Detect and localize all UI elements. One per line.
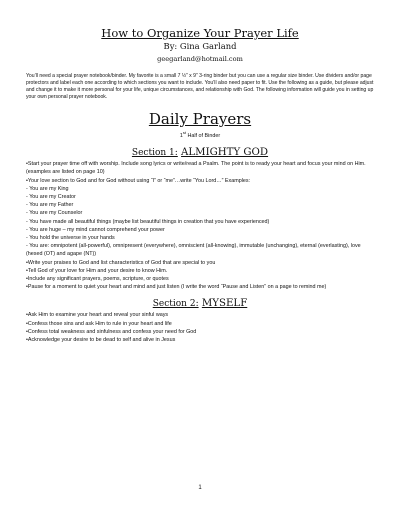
subtitle-text: Half of Binder [187, 133, 221, 140]
list-item: - You are my Creator [26, 193, 76, 200]
page-number: 1 [198, 485, 202, 491]
list-item: •Confess those sins and ask Him to rule in your heart and life [26, 320, 172, 327]
section2-name: MYSELF [201, 298, 248, 310]
list-item: •Your love section to God and for God without using “I” or “me”…write “You Lord…” Examples: [26, 177, 251, 184]
section1-label: Section 1: [131, 148, 178, 159]
list-item: - You are my Counselor [26, 210, 83, 217]
list-item: - You have made all beautiful things (maybe list beautiful things in creation that you have experienced) [26, 218, 270, 225]
list-item: •Tell God of your love for Him and your desire to know Him. [26, 267, 168, 274]
list-item: •Start your prayer time off with worship. Include song lyrics or write/read a Psalm. The point is to ready your heart and focus your mind on Him. (examples are listed on page 10) [26, 161, 366, 176]
list-item: - You hold the universe in your hands [26, 235, 115, 241]
list-item: •Include any significant prayers, poems, scripture, or quotes [26, 276, 169, 283]
section2-heading [26, 297, 374, 311]
section1-name: ALMIGHTY GOD [181, 147, 269, 159]
intro-paragraph: You’ll need a special prayer notebook/binder. My favorite is a small 7 ½” x 9” 3-ring binder but you can use a regular size binder. Use dividers and/or page protectors and label each one according to which sections you want to include. You’ll also need paper to fit. Use the following as a guide, but please adjust and change it to make it more personal for your life, unique circumstances, and relationship with God. The following information will guide you in setting up your own personal prayer notebook. [26, 73, 374, 101]
section1-heading [26, 146, 374, 160]
section2-list [26, 311, 374, 344]
list-item: - You are my Father [26, 202, 74, 209]
list-item: •Pause for a moment to quiet your heart and mind and just listen (I write the word “Pause and Listen” on a page to remind me) [26, 284, 327, 291]
section2-label: Section 2: [152, 299, 199, 310]
list-item: - You are my King [26, 185, 69, 192]
document-title: How to Organize Your Prayer Life [101, 26, 299, 40]
list-item: •Confess total weakness and sinfulness and confess your need for God [26, 328, 197, 335]
list-item: - You are: omnipotent (all-powerful), omnipresent (everywhere), omniscient (all-knowing), immutable (unchanging), eternal (everlasting), love (hesed (OT) and agape (NT)) [26, 243, 361, 258]
list-item: •Acknowledge your desire to be dead to self and alive in Jesus [26, 337, 176, 344]
list-item: - You are huge – my mind cannot comprehend your power [26, 226, 165, 233]
list-item: •Write your praises to God and list characteristics of God that are special to you [26, 259, 216, 266]
list-item: •Ask Him to examine your heart and reveal your sinful ways [26, 312, 169, 319]
subtitle-ordinal: st [182, 130, 186, 136]
section1-list [26, 160, 374, 291]
author-byline: By: Gina Garland [163, 41, 237, 51]
subtitle-number: 1 [179, 133, 183, 140]
binder-half-subtitle [26, 129, 374, 140]
daily-prayers-heading: Daily Prayers [148, 110, 252, 129]
author-email: geegarland@hotmail.com [157, 55, 243, 63]
